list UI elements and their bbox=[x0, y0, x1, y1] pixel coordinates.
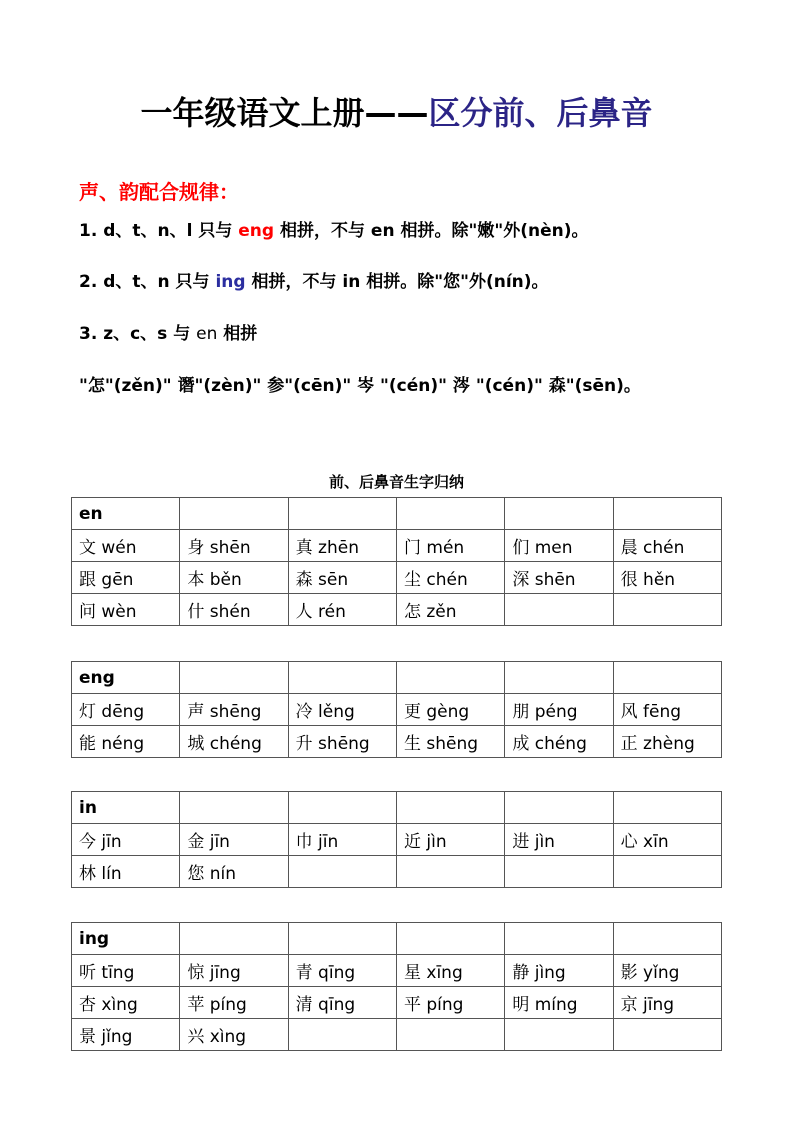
table-cell: 影 yǐng bbox=[613, 955, 721, 987]
table-cell: 冷 lěng bbox=[288, 694, 396, 726]
table-empty-cell bbox=[613, 923, 721, 955]
table-cell: 林 lín bbox=[72, 856, 180, 888]
rule-3-pre: 3. z、c、s 与 bbox=[79, 324, 197, 344]
table-header-cell: ing bbox=[72, 923, 180, 955]
rules-heading: 声、韵配合规律： bbox=[79, 180, 239, 204]
tables-caption: 前、后鼻音生字归纳 bbox=[328, 473, 464, 491]
table-header-row bbox=[72, 498, 722, 530]
table-cell: 景 jǐng bbox=[72, 1019, 180, 1051]
table-cell: 真 zhēn bbox=[288, 530, 396, 562]
table-cell: 更 gèng bbox=[396, 694, 504, 726]
table-cell: 人 rén bbox=[288, 594, 396, 626]
table-cell: 巾 jīn bbox=[288, 824, 396, 856]
table-header-row bbox=[72, 662, 722, 694]
rule-2-keyword: ing bbox=[215, 272, 246, 292]
table-empty-cell bbox=[180, 792, 288, 824]
table-empty-cell bbox=[613, 498, 721, 530]
table-empty-cell bbox=[180, 498, 288, 530]
table-empty-cell bbox=[396, 662, 504, 694]
table-cell: 身 shēn bbox=[180, 530, 288, 562]
table-empty-cell bbox=[505, 792, 613, 824]
table-cell: 晨 chén bbox=[613, 530, 721, 562]
table-cell: 今 jīn bbox=[72, 824, 180, 856]
title-main: 一年级语文上册—— bbox=[140, 94, 429, 132]
table-header-cell: in bbox=[72, 792, 180, 824]
rule-1-keyword: eng bbox=[238, 221, 275, 241]
table-row bbox=[72, 562, 722, 594]
table-cell: 明 míng bbox=[505, 987, 613, 1019]
table-cell: 近 jìn bbox=[396, 824, 504, 856]
table-empty-cell bbox=[288, 923, 396, 955]
rule-1-pre: 1. d、t、n、l 只与 bbox=[79, 221, 239, 241]
table-cell: 心 xīn bbox=[613, 824, 721, 856]
table-cell: 成 chéng bbox=[505, 726, 613, 758]
table-empty-cell bbox=[396, 792, 504, 824]
title-highlight: 区分前、后鼻音 bbox=[428, 94, 653, 132]
table-row bbox=[72, 726, 722, 758]
rule-3-examples: "怎"(zěn)" 谮"(zèn)" 参"(cēn)" 岑 "(cén)" 涔 "(cén)" 森"(sēn)。 bbox=[79, 376, 641, 396]
table-ing bbox=[71, 922, 722, 1051]
table-cell: 尘 chén bbox=[396, 562, 504, 594]
table-cell bbox=[613, 856, 721, 888]
table-cell: 什 shén bbox=[180, 594, 288, 626]
table-cell: 星 xīng bbox=[396, 955, 504, 987]
table-cell: 本 běn bbox=[180, 562, 288, 594]
table-row bbox=[72, 955, 722, 987]
table-empty-cell bbox=[396, 923, 504, 955]
table-row bbox=[72, 987, 722, 1019]
table-header-cell: en bbox=[72, 498, 180, 530]
rule-1 bbox=[79, 216, 588, 241]
table-row bbox=[72, 824, 722, 856]
table-cell bbox=[613, 594, 721, 626]
table-cell: 进 jìn bbox=[505, 824, 613, 856]
table-cell: 青 qīng bbox=[288, 955, 396, 987]
table-empty-cell bbox=[396, 498, 504, 530]
table-empty-cell bbox=[613, 792, 721, 824]
rule-3 bbox=[79, 319, 257, 344]
table-cell: 问 wèn bbox=[72, 594, 180, 626]
table-cell bbox=[613, 1019, 721, 1051]
rule-3-post: 相拼 bbox=[217, 324, 258, 344]
table-cell: 很 hěn bbox=[613, 562, 721, 594]
table-cell: 惊 jīng bbox=[180, 955, 288, 987]
table-cell bbox=[396, 1019, 504, 1051]
rule-3-keyword: en bbox=[196, 324, 218, 344]
table-in bbox=[71, 791, 722, 888]
table-cell: 您 nín bbox=[180, 856, 288, 888]
table-header-row bbox=[72, 923, 722, 955]
table-cell: 灯 dēng bbox=[72, 694, 180, 726]
rule-2 bbox=[79, 267, 549, 292]
rule-2-pre: 2. d、t、n 只与 bbox=[79, 272, 216, 292]
table-cell: 生 shēng bbox=[396, 726, 504, 758]
table-empty-cell bbox=[613, 662, 721, 694]
table-cell: 深 shēn bbox=[505, 562, 613, 594]
table-empty-cell bbox=[288, 662, 396, 694]
table-cell: 苹 píng bbox=[180, 987, 288, 1019]
table-cell: 兴 xìng bbox=[180, 1019, 288, 1051]
table-cell bbox=[288, 1019, 396, 1051]
table-row bbox=[72, 694, 722, 726]
table-empty-cell bbox=[505, 662, 613, 694]
table-cell: 声 shēng bbox=[180, 694, 288, 726]
table-empty-cell bbox=[288, 792, 396, 824]
table-empty-cell bbox=[288, 498, 396, 530]
table-row bbox=[72, 856, 722, 888]
table-cell: 怎 zěn bbox=[396, 594, 504, 626]
rule-2-post: 相拼，不与 in 相拼。除"您"外(nín)。 bbox=[245, 272, 549, 292]
table-cell bbox=[396, 856, 504, 888]
table-cell bbox=[505, 856, 613, 888]
table-eng bbox=[71, 661, 722, 758]
table-cell: 朋 péng bbox=[505, 694, 613, 726]
table-row bbox=[72, 594, 722, 626]
table-cell: 城 chéng bbox=[180, 726, 288, 758]
table-cell bbox=[288, 856, 396, 888]
table-cell: 文 wén bbox=[72, 530, 180, 562]
table-cell bbox=[505, 594, 613, 626]
table-cell: 正 zhèng bbox=[613, 726, 721, 758]
table-cell: 门 mén bbox=[396, 530, 504, 562]
table-header-row bbox=[72, 792, 722, 824]
table-cell: 风 fēng bbox=[613, 694, 721, 726]
table-header-cell: eng bbox=[72, 662, 180, 694]
table-cell: 森 sēn bbox=[288, 562, 396, 594]
page-title bbox=[0, 88, 793, 134]
table-cell bbox=[505, 1019, 613, 1051]
table-empty-cell bbox=[505, 923, 613, 955]
table-empty-cell bbox=[180, 662, 288, 694]
table-cell: 们 men bbox=[505, 530, 613, 562]
table-cell: 能 néng bbox=[72, 726, 180, 758]
table-empty-cell bbox=[180, 923, 288, 955]
table-cell: 平 píng bbox=[396, 987, 504, 1019]
table-cell: 京 jīng bbox=[613, 987, 721, 1019]
table-cell: 金 jīn bbox=[180, 824, 288, 856]
table-cell: 静 jìng bbox=[505, 955, 613, 987]
table-cell: 杏 xìng bbox=[72, 987, 180, 1019]
rule-1-post: 相拼，不与 en 相拼。除"嫩"外(nèn)。 bbox=[274, 221, 589, 241]
table-en bbox=[71, 497, 722, 626]
table-cell: 听 tīng bbox=[72, 955, 180, 987]
table-row bbox=[72, 1019, 722, 1051]
table-cell: 清 qīng bbox=[288, 987, 396, 1019]
table-empty-cell bbox=[505, 498, 613, 530]
table-cell: 跟 gēn bbox=[72, 562, 180, 594]
table-row bbox=[72, 530, 722, 562]
table-cell: 升 shēng bbox=[288, 726, 396, 758]
